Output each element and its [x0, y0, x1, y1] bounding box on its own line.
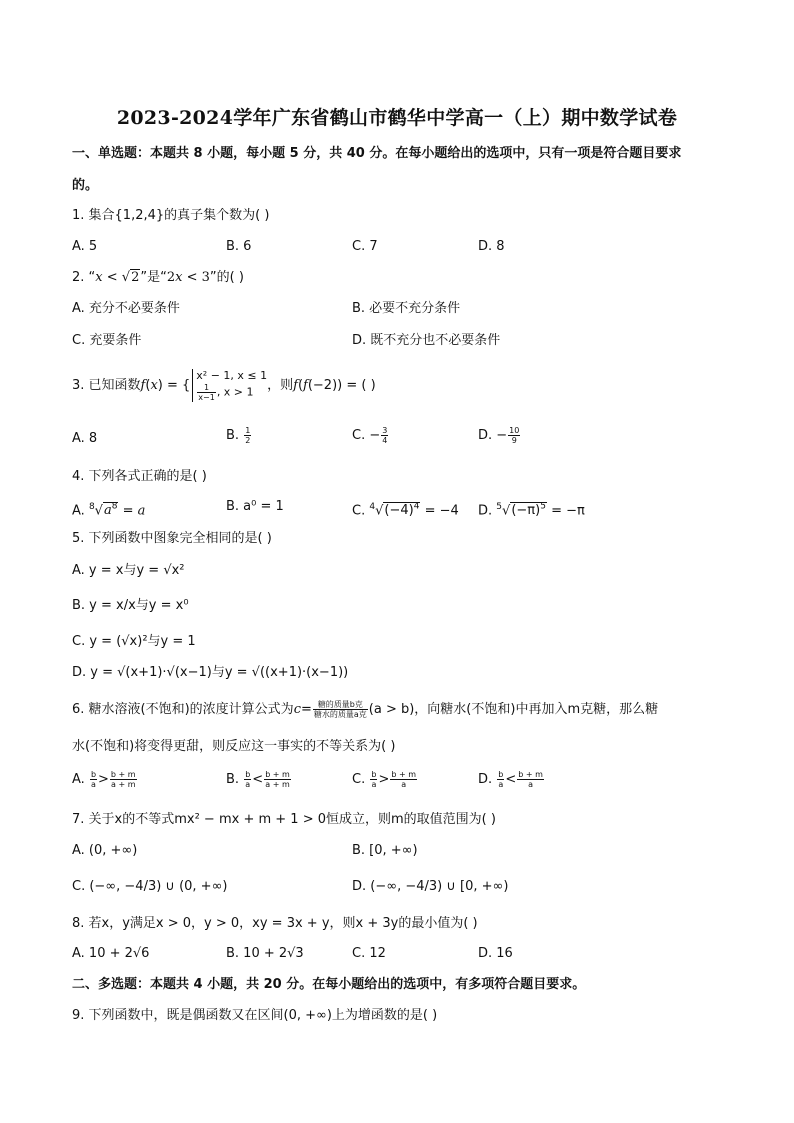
q7-option-a: A. (0, +∞) [72, 843, 138, 858]
q3-option-c: C. − $\frac{3}{4}$ [352, 426, 388, 445]
q6-formula-den: 糖水的质量a克 [313, 710, 367, 719]
q2-option-b: B. 必要不充分条件 [352, 301, 461, 316]
q6-stem-post: (a > b)，向糖水(不饱和)中再加入m克糖，那么糖 [368, 702, 659, 717]
q7-option-b: B. [0, +∞) [352, 843, 418, 858]
section1-heading-cont: 的。 [72, 178, 99, 193]
q3-option-b: B. $\frac{1}{2}$ [226, 426, 251, 445]
q8-option-c: C. 12 [352, 946, 386, 961]
q6-option-b-label: B. [226, 772, 240, 787]
q3-option-c-label: C. − [352, 428, 381, 443]
q3-piece2: , x > 1 [216, 385, 254, 399]
q9-stem: 9. 下列函数中，既是偶函数又在区间(0, +∞)上为增函数的是( ) [72, 1008, 438, 1023]
q3-stem-pre: 3. 已知函数 [72, 378, 141, 393]
q4-option-b: B. a⁰ = 1 [226, 499, 284, 514]
q7-stem: 7. 关于x的不等式mx² − mx + m + 1 > 0恒成立，则m的取值范围为( ) [72, 812, 496, 827]
q3-piece1: x² − 1, x ≤ 1 [196, 369, 268, 382]
q6-option-a: A. $\frac{b}{a}$ > $\frac{b + m}{a + m}$ [72, 770, 136, 789]
q5-option-b: B. y = x/x与y = x⁰ [72, 598, 189, 613]
q6-option-c-label: C. [352, 772, 366, 787]
q2-option-c: C. 充要条件 [72, 333, 142, 348]
q4-option-d: D. $^5√(-\pi)^5 = -\pi$ [478, 502, 585, 519]
q8-option-d: D. 16 [478, 946, 513, 961]
q5-option-a: A. y = x与y = √x² [72, 563, 185, 578]
q3-piecewise: x² − 1, x ≤ 1 $\frac{1}{x-1}$ , x > 1 [192, 369, 267, 402]
q6-option-a-label: A. [72, 772, 85, 787]
q2-option-d: D. 既不充分也不必要条件 [352, 333, 501, 348]
section1-heading: 一、单选题：本题共 8 小题，每小题 5 分，共 40 分。在每小题给出的选项中，只有一项是符合题目要求 [72, 146, 682, 161]
q5-stem: 5. 下列函数中图象完全相同的是( ) [72, 531, 272, 546]
q2-stem-pre: 2. “ [72, 270, 96, 285]
q6-stem-line2: 水(不饱和)将变得更甜，则反应这一事实的不等关系为( ) [72, 739, 396, 754]
q4-option-c-label: C. [352, 503, 366, 519]
q1-option-b: B. 6 [226, 239, 252, 254]
page-title: 2023-2024学年广东省鹤山市鹤华中学高一（上）期中数学试卷 [116, 107, 678, 129]
q1-option-d: D. 8 [478, 239, 505, 254]
q1-stem: 1. 集合{1,2,4}的真子集个数为( ) [72, 208, 270, 223]
q8-option-a: A. 10 + 2√6 [72, 946, 150, 961]
q6-stem-pre: 6. 糖水溶液(不饱和)的浓度计算公式为 [72, 702, 294, 717]
q4-option-a-label: A. [72, 503, 85, 519]
section2-heading: 二、多选题：本题共 4 小题，共 20 分。在每小题给出的选项中，有多项符合题目要求。 [72, 977, 586, 992]
q6-option-c: C. $\frac{b}{a}$ > $\frac{b + m}{a}$ [352, 770, 417, 789]
q5-option-d: D. y = √(x+1)·√(x−1)与y = √((x+1)·(x−1)) [72, 665, 349, 680]
q2-stem-post: ”的( ) [209, 270, 244, 285]
q5-option-c: C. y = (√x)²与y = 1 [72, 634, 196, 649]
q3-option-b-label: B. [226, 428, 240, 443]
q2-option-a: A. 充分不必要条件 [72, 301, 180, 316]
q2-stem-mid: ”是“ [140, 270, 167, 285]
q4-option-c: C. $^4√(-4)^4 = -4$ [352, 502, 459, 519]
q3-stem: 3. 已知函数f(x) = { x² − 1, x ≤ 1 $\frac{1}{x-1}$ , x > 1 ，则f(f(−2)) = ( ) [72, 369, 376, 402]
q6-option-d-label: D. [478, 772, 493, 787]
q8-option-b: B. 10 + 2√3 [226, 946, 304, 961]
q3-option-a: A. 8 [72, 431, 98, 446]
q6-option-d: D. $\frac{b}{a}$ < $\frac{b + m}{a}$ [478, 770, 543, 789]
q8-stem: 8. 若x，y满足x > 0，y > 0，xy = 3x + y，则x + 3y的最小值为( ) [72, 916, 478, 931]
q6-stem: 6. 糖水溶液(不饱和)的浓度计算公式为c= $\frac{\text{糖的质量b克}}{\text{糖水的质量a克}}$ (a > b)，向糖水(不饱和)中再加入m克糖，那么糖 [72, 700, 659, 719]
q7-option-c: C. (−∞, −4/3) ∪ (0, +∞) [72, 879, 228, 894]
q4-stem: 4. 下列各式正确的是( ) [72, 469, 207, 484]
q3-stem-post: ，则 [267, 378, 294, 393]
q6-formula [313, 700, 368, 719]
q4-option-a: A. $^8√a^8 = a$ [72, 502, 146, 519]
q6-option-b: B. $\frac{b}{a}$ < $\frac{b + m}{a + m}$ [226, 770, 290, 789]
q3-option-d-label: D. − [478, 428, 508, 443]
q1-option-a: A. 5 [72, 239, 98, 254]
q6-formula-num: 糖的质量b克 [313, 700, 368, 710]
q7-option-d: D. (−∞, −4/3) ∪ [0, +∞) [352, 879, 509, 894]
q3-stem-end: = ( ) [346, 378, 376, 393]
q1-option-c: C. 7 [352, 239, 378, 254]
q4-option-d-label: D. [478, 503, 493, 519]
q3-option-d: D. − $\frac{10}{9}$ [478, 426, 520, 445]
q2-stem: 2. “x < √2”是“2x < 3”的( ) [72, 270, 244, 285]
